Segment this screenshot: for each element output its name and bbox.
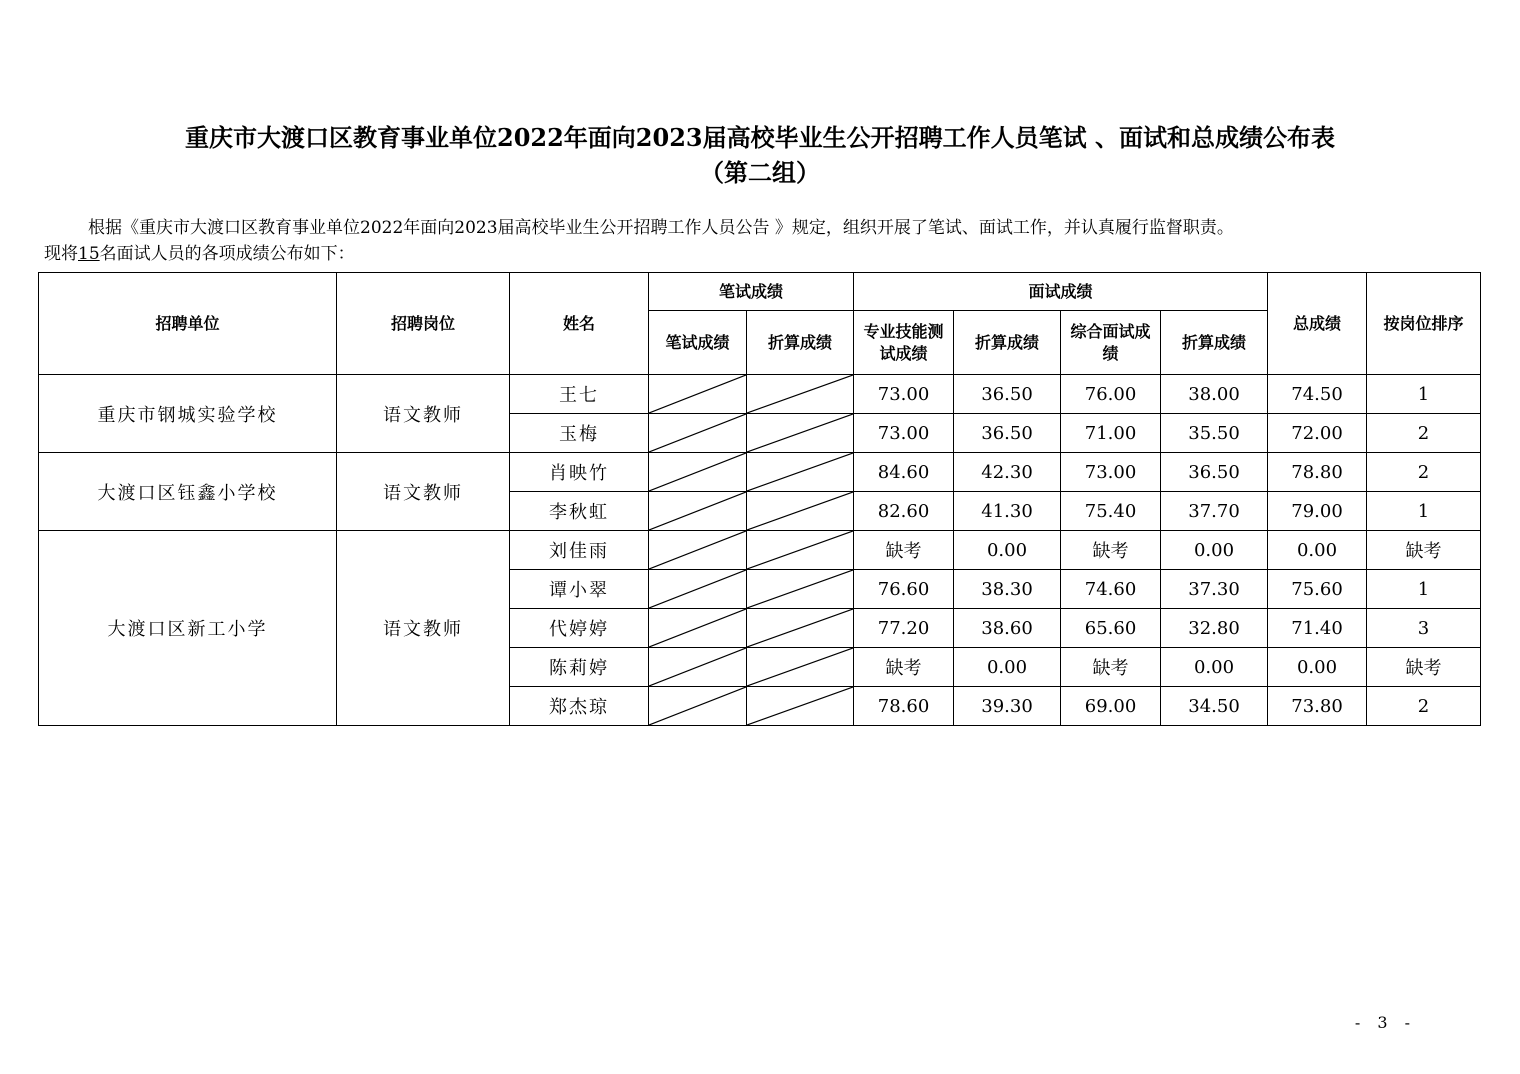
cell-written-score-empty — [649, 453, 747, 492]
header-name: 姓名 — [510, 273, 649, 375]
cell-skill-converted: 38.60 — [954, 609, 1061, 648]
cell-name: 肖映竹 — [510, 453, 649, 492]
cell-name: 谭小翠 — [510, 570, 649, 609]
cell-rank: 1 — [1367, 375, 1481, 414]
cell-written-score-empty — [649, 687, 747, 726]
cell-skill-score: 77.20 — [854, 609, 954, 648]
cell-skill-score: 84.60 — [854, 453, 954, 492]
cell-comprehensive-score: 缺考 — [1061, 531, 1161, 570]
cell-written-converted-empty — [747, 492, 854, 531]
page-number: - 3 - — [1354, 1013, 1416, 1032]
cell-skill-score: 82.60 — [854, 492, 954, 531]
cell-comprehensive-converted: 36.50 — [1161, 453, 1268, 492]
cell-unit: 大渡口区钰鑫小学校 — [39, 453, 337, 531]
cell-total: 78.80 — [1268, 453, 1367, 492]
cell-skill-score: 73.00 — [854, 414, 954, 453]
cell-written-score-empty — [649, 648, 747, 687]
cell-skill-converted: 0.00 — [954, 648, 1061, 687]
cell-written-converted-empty — [747, 414, 854, 453]
cell-comprehensive-converted: 35.50 — [1161, 414, 1268, 453]
cell-skill-score: 73.00 — [854, 375, 954, 414]
header-rank: 按岗位排序 — [1367, 273, 1481, 375]
cell-comprehensive-score: 73.00 — [1061, 453, 1161, 492]
cell-skill-score: 缺考 — [854, 531, 954, 570]
header-written-converted: 折算成绩 — [747, 311, 854, 375]
header-total: 总成绩 — [1268, 273, 1367, 375]
intro-count: 15 — [78, 244, 100, 264]
cell-unit: 大渡口区新工小学 — [39, 531, 337, 726]
cell-comprehensive-converted: 32.80 — [1161, 609, 1268, 648]
cell-rank: 缺考 — [1367, 648, 1481, 687]
cell-total: 71.40 — [1268, 609, 1367, 648]
header-comprehensive: 综合面试成绩 — [1061, 311, 1161, 375]
cell-rank: 2 — [1367, 687, 1481, 726]
cell-total: 0.00 — [1268, 531, 1367, 570]
cell-skill-score: 78.60 — [854, 687, 954, 726]
header-interview-group: 面试成绩 — [854, 273, 1268, 311]
cell-skill-score: 缺考 — [854, 648, 954, 687]
cell-unit: 重庆市钢城实验学校 — [39, 375, 337, 453]
header-written-score: 笔试成绩 — [649, 311, 747, 375]
cell-written-converted-empty — [747, 570, 854, 609]
cell-written-converted-empty — [747, 375, 854, 414]
cell-total: 0.00 — [1268, 648, 1367, 687]
cell-name: 郑杰琼 — [510, 687, 649, 726]
cell-total: 72.00 — [1268, 414, 1367, 453]
cell-comprehensive-score: 71.00 — [1061, 414, 1161, 453]
cell-written-score-empty — [649, 375, 747, 414]
scores-table — [38, 272, 1481, 726]
header-skill-test: 专业技能测试成绩 — [854, 311, 954, 375]
cell-written-score-empty — [649, 609, 747, 648]
cell-skill-converted: 0.00 — [954, 531, 1061, 570]
cell-skill-converted: 39.30 — [954, 687, 1061, 726]
intro-paragraph-line1: 根据《重庆市大渡口区教育事业单位2022年面向2023届高校毕业生公开招聘工作人员公告 》规定，组织开展了笔试、面试工作，并认真履行监督职责。 — [88, 218, 1234, 238]
cell-name: 代婷婷 — [510, 609, 649, 648]
cell-skill-converted: 41.30 — [954, 492, 1061, 531]
cell-written-score-empty — [649, 492, 747, 531]
header-unit: 招聘单位 — [39, 273, 337, 375]
document-title: 重庆市大渡口区教育事业单位2022年面向2023届高校毕业生公开招聘工作人员笔试 、面试和总成绩公布表 — [185, 123, 1335, 152]
cell-comprehensive-score: 75.40 — [1061, 492, 1161, 531]
cell-rank: 缺考 — [1367, 531, 1481, 570]
cell-name: 陈莉婷 — [510, 648, 649, 687]
cell-comprehensive-converted: 37.70 — [1161, 492, 1268, 531]
table-row — [39, 375, 1481, 414]
cell-comprehensive-converted: 38.00 — [1161, 375, 1268, 414]
cell-skill-converted: 36.50 — [954, 375, 1061, 414]
cell-skill-score: 76.60 — [854, 570, 954, 609]
intro-paragraph-line2 — [44, 242, 1484, 266]
cell-written-converted-empty — [747, 453, 854, 492]
table-row — [39, 453, 1481, 492]
cell-name: 王七 — [510, 375, 649, 414]
header-written-group: 笔试成绩 — [649, 273, 854, 311]
cell-rank: 2 — [1367, 453, 1481, 492]
cell-position: 语文教师 — [337, 453, 510, 531]
cell-name: 李秋虹 — [510, 492, 649, 531]
cell-comprehensive-score: 76.00 — [1061, 375, 1161, 414]
cell-rank: 1 — [1367, 492, 1481, 531]
cell-total: 75.60 — [1268, 570, 1367, 609]
cell-name: 玉梅 — [510, 414, 649, 453]
document-subtitle: （第二组） — [700, 158, 820, 187]
cell-total: 79.00 — [1268, 492, 1367, 531]
cell-written-converted-empty — [747, 687, 854, 726]
cell-total: 73.80 — [1268, 687, 1367, 726]
cell-comprehensive-converted: 37.30 — [1161, 570, 1268, 609]
header-position: 招聘岗位 — [337, 273, 510, 375]
intro-prefix: 现将 — [44, 244, 78, 264]
cell-comprehensive-score: 缺考 — [1061, 648, 1161, 687]
cell-position: 语文教师 — [337, 531, 510, 726]
header-comprehensive-converted: 折算成绩 — [1161, 311, 1268, 375]
cell-total: 74.50 — [1268, 375, 1367, 414]
cell-comprehensive-converted: 0.00 — [1161, 648, 1268, 687]
cell-comprehensive-converted: 34.50 — [1161, 687, 1268, 726]
cell-written-score-empty — [649, 531, 747, 570]
cell-name: 刘佳雨 — [510, 531, 649, 570]
cell-skill-converted: 42.30 — [954, 453, 1061, 492]
cell-rank: 1 — [1367, 570, 1481, 609]
cell-rank: 3 — [1367, 609, 1481, 648]
intro-suffix: 名面试人员的各项成绩公布如下： — [99, 244, 355, 264]
cell-written-converted-empty — [747, 648, 854, 687]
cell-written-score-empty — [649, 570, 747, 609]
cell-position: 语文教师 — [337, 375, 510, 453]
cell-comprehensive-score: 65.60 — [1061, 609, 1161, 648]
cell-rank: 2 — [1367, 414, 1481, 453]
cell-written-score-empty — [649, 414, 747, 453]
header-skill-converted: 折算成绩 — [954, 311, 1061, 375]
cell-skill-converted: 36.50 — [954, 414, 1061, 453]
table-row — [39, 531, 1481, 570]
cell-written-converted-empty — [747, 609, 854, 648]
cell-skill-converted: 38.30 — [954, 570, 1061, 609]
cell-comprehensive-converted: 0.00 — [1161, 531, 1268, 570]
cell-comprehensive-score: 74.60 — [1061, 570, 1161, 609]
cell-comprehensive-score: 69.00 — [1061, 687, 1161, 726]
cell-written-converted-empty — [747, 531, 854, 570]
